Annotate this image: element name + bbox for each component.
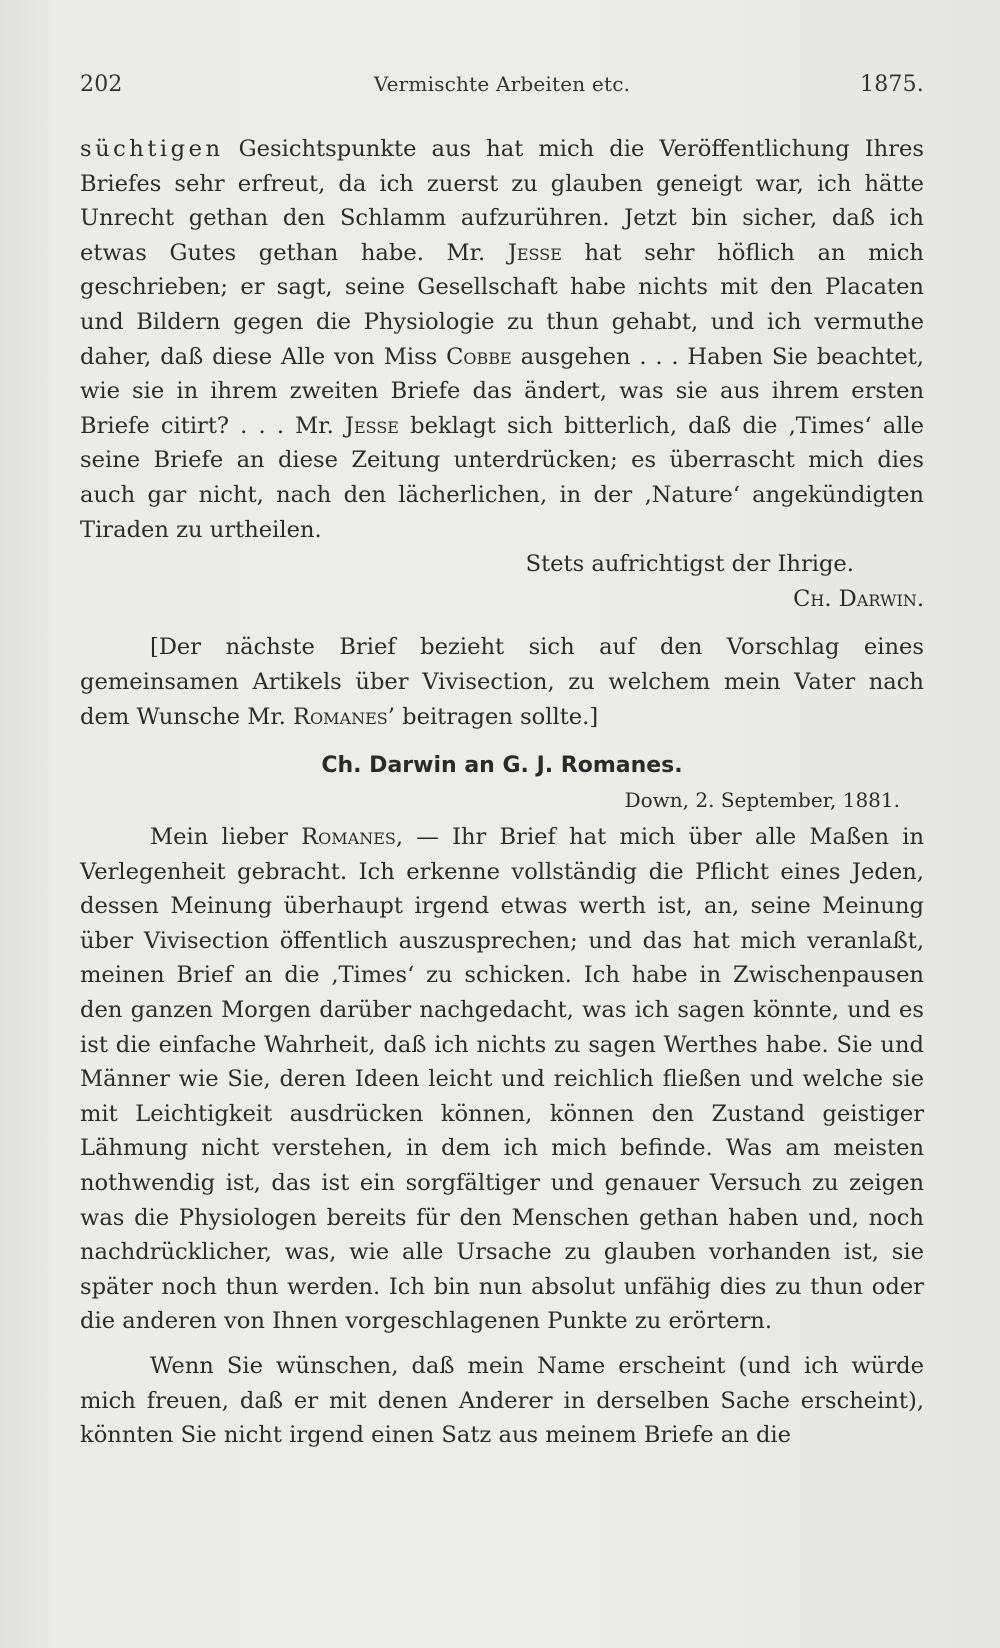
- person-name: Romanes: [301, 824, 396, 851]
- header-year: 1875.: [860, 71, 924, 97]
- letter-heading: Ch. Darwin an G. J. Romanes.: [321, 753, 683, 779]
- letter-closing: Stets aufrichtigst der Ihrige.: [525, 551, 854, 578]
- text-run: ausgehen . . . Haben Sie beachtet, wie sie in ihrem zweiten Briefe das ändert, was sie aus ihrem ersten Briefe citirt? . . . Mr.: [80, 343, 924, 439]
- letter2-paragraph-2: Wenn Sie wünschen, daß mein Name erscheint (und ich würde mich freuen, daß er mit denen Anderer in derselben Sache erscheint), könnten Sie nicht irgend einen Satz aus meinem Briefe an die: [80, 1353, 924, 1449]
- person-name: Jesse: [507, 239, 562, 266]
- body-text: [80, 132, 924, 1453]
- page-number: 202: [80, 71, 123, 97]
- letter-signature: Ch. Darwin.: [793, 585, 924, 612]
- person-name: Romanes’: [293, 703, 395, 730]
- person-name: Cobbe: [446, 343, 512, 370]
- letter2-paragraph-1: [80, 820, 924, 1339]
- letter1-paragraph: [80, 132, 924, 547]
- editorial-note: [80, 630, 924, 734]
- text-run: beitragen sollte.]: [394, 703, 599, 730]
- text-run: [Der nächste Brief bezieht sich auf den Vorschlag eines gemeinsamen Artikels über Vivisection, zu welchem mein Vater nach dem Wunsche Mr.: [80, 634, 924, 730]
- text-run: Gesichtspunkte aus hat mich die Veröffentlichung Ihres Briefes sehr erfreut, da ich zuerst zu glauben geneigt war, ich hätte Unrecht gethan den Schlamm aufzurühren. Jetzt bin sicher, daß ich etwas Gutes gethan habe. Mr.: [80, 136, 924, 266]
- text-run: hat sehr höflich an mich geschrieben; er sagt, seine Gesellschaft habe nichts mit den Placaten und Bildern gegen die Physiologie zu thun gehabt, und ich vermuthe daher, daß diese Alle von Miss: [80, 239, 924, 370]
- text-run: Mein lieber: [150, 824, 302, 851]
- text-run: beklagt sich bitterlich, daß die ‚Times‘ alle seine Briefe an diese Zeitung unterdrücken; es überrascht mich dies auch gar nicht, nach den lächerlichen, in der ‚Nature‘ angekündigten Tiraden zu urtheilen.: [80, 412, 924, 543]
- emphasized-word: süchtigen: [80, 136, 224, 162]
- running-title: Vermischte Arbeiten etc.: [373, 72, 631, 96]
- text-run: , — Ihr Brief hat mich über alle Maßen in Verlegenheit gebracht. Ich erkenne vollständig die Pflicht eines Jeden, dessen Meinung überhaupt irgend etwas werth ist, an, seine Meinung über Vivisection öffentlich auszusprechen; und das hat mich veranlaßt, meinen Brief an die ‚Times‘ zu schicken. Ich habe in Zwischenpausen den ganzen Morgen darüber nachgedacht, was ich sagen könnte, und es ist die einfache Wahrheit, daß ich nichts zu sagen Werthes habe. Sie und Männer wie Sie, deren Ideen leicht und reichlich fließen und welche sie mit Leichtigkeit ausdrücken können, können den Zustand geistiger Lähmung nicht verstehen, in dem ich mich befinde. Was am meisten nothwendig ist, das ist ein sorgfältiger und genauer Versuch zu zeigen was die Physiologen bereits für den Menschen gethan haben und, noch nachdrücklicher, was, wie alle Ursache zu glauben vorhanden ist, sie später noch thun werden. Ich bin nun absolut unfähig dies zu thun oder die anderen von Ihnen vorgeschlagenen Punkte zu erörtern.: [80, 824, 924, 1335]
- person-name: Jesse: [344, 412, 399, 439]
- letter-dateline: Down, 2. September, 1881.: [624, 788, 900, 813]
- running-header: [80, 66, 924, 102]
